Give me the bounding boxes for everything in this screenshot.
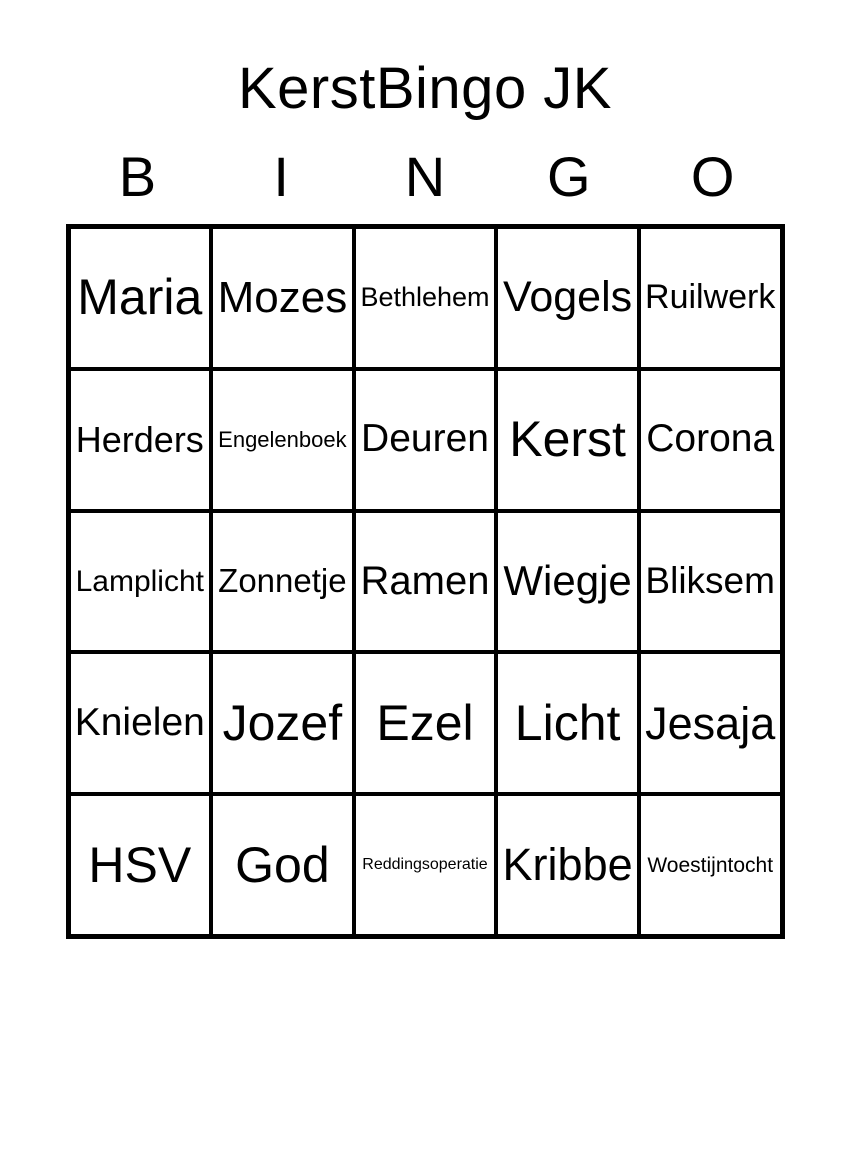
bingo-column-letter: I — [273, 145, 289, 208]
bingo-cell-label: Reddingsoperatie — [362, 856, 488, 874]
bingo-cell[interactable] — [639, 511, 782, 653]
bingo-cell[interactable] — [639, 652, 782, 794]
bingo-cell[interactable] — [354, 652, 497, 794]
bingo-cell[interactable] — [496, 794, 639, 936]
bingo-cell[interactable] — [639, 227, 782, 369]
bingo-column-letter: G — [547, 145, 591, 208]
bingo-cell[interactable] — [69, 227, 212, 369]
bingo-card-page — [0, 54, 850, 1154]
bingo-cell-label: Lamplicht — [75, 564, 204, 598]
bingo-cell-label: God — [235, 836, 330, 893]
bingo-cell[interactable] — [639, 369, 782, 511]
bingo-cell-label: Zonnetje — [218, 562, 347, 600]
bingo-letters — [66, 142, 785, 212]
bingo-cell-label: Woestijntocht — [647, 853, 774, 877]
bingo-cell-label: Bethlehem — [360, 282, 490, 313]
bingo-cell-label: Herders — [75, 418, 204, 460]
bingo-cell[interactable] — [211, 369, 354, 511]
bingo-cell[interactable] — [496, 227, 639, 369]
bingo-cell[interactable] — [354, 227, 497, 369]
bingo-cell-label: Mozes — [217, 272, 348, 322]
bingo-column-letter: O — [690, 145, 735, 208]
bingo-cell-label: Licht — [514, 694, 621, 751]
bingo-cell-label: Bliksem — [645, 560, 775, 602]
bingo-cell-label: Kribbe — [502, 839, 633, 891]
bingo-cell-label: Ruilwerk — [645, 278, 776, 317]
bingo-cell-label: HSV — [88, 836, 192, 893]
bingo-cell[interactable] — [496, 511, 639, 653]
bingo-cell[interactable] — [639, 794, 782, 936]
bingo-grid — [66, 224, 785, 939]
bingo-cell-label: Ezel — [376, 694, 474, 751]
bingo-cell[interactable] — [211, 652, 354, 794]
bingo-cell-label: Ramen — [360, 559, 490, 604]
bingo-cell-label: Engelenboek — [218, 426, 347, 452]
bingo-cell[interactable] — [69, 511, 212, 653]
bingo-cell-label: Jesaja — [645, 697, 776, 749]
bingo-cell-label: Corona — [646, 417, 775, 461]
bingo-cell[interactable] — [496, 369, 639, 511]
bingo-cell[interactable] — [354, 511, 497, 653]
bingo-cell-label: Wiegje — [503, 557, 632, 605]
bingo-cell[interactable] — [69, 652, 212, 794]
bingo-cell[interactable] — [354, 794, 497, 936]
bingo-cell-label: Maria — [77, 269, 203, 326]
bingo-cell-label: Vogels — [503, 273, 633, 322]
bingo-column-letter: B — [118, 145, 157, 208]
bingo-cell[interactable] — [211, 227, 354, 369]
bingo-cell[interactable] — [211, 794, 354, 936]
bingo-cell[interactable] — [211, 511, 354, 653]
bingo-cell[interactable] — [354, 369, 497, 511]
bingo-cell-label: Knielen — [74, 700, 205, 744]
bingo-cell-label: Deuren — [361, 417, 489, 461]
bingo-cell-label: Jozef — [222, 694, 343, 751]
page-title: KerstBingo JK — [237, 56, 612, 121]
bingo-column-letter: N — [404, 145, 446, 208]
bingo-cell[interactable] — [496, 652, 639, 794]
bingo-cell[interactable] — [69, 794, 212, 936]
bingo-cell[interactable] — [69, 369, 212, 511]
bingo-cell-label: Kerst — [509, 411, 626, 468]
